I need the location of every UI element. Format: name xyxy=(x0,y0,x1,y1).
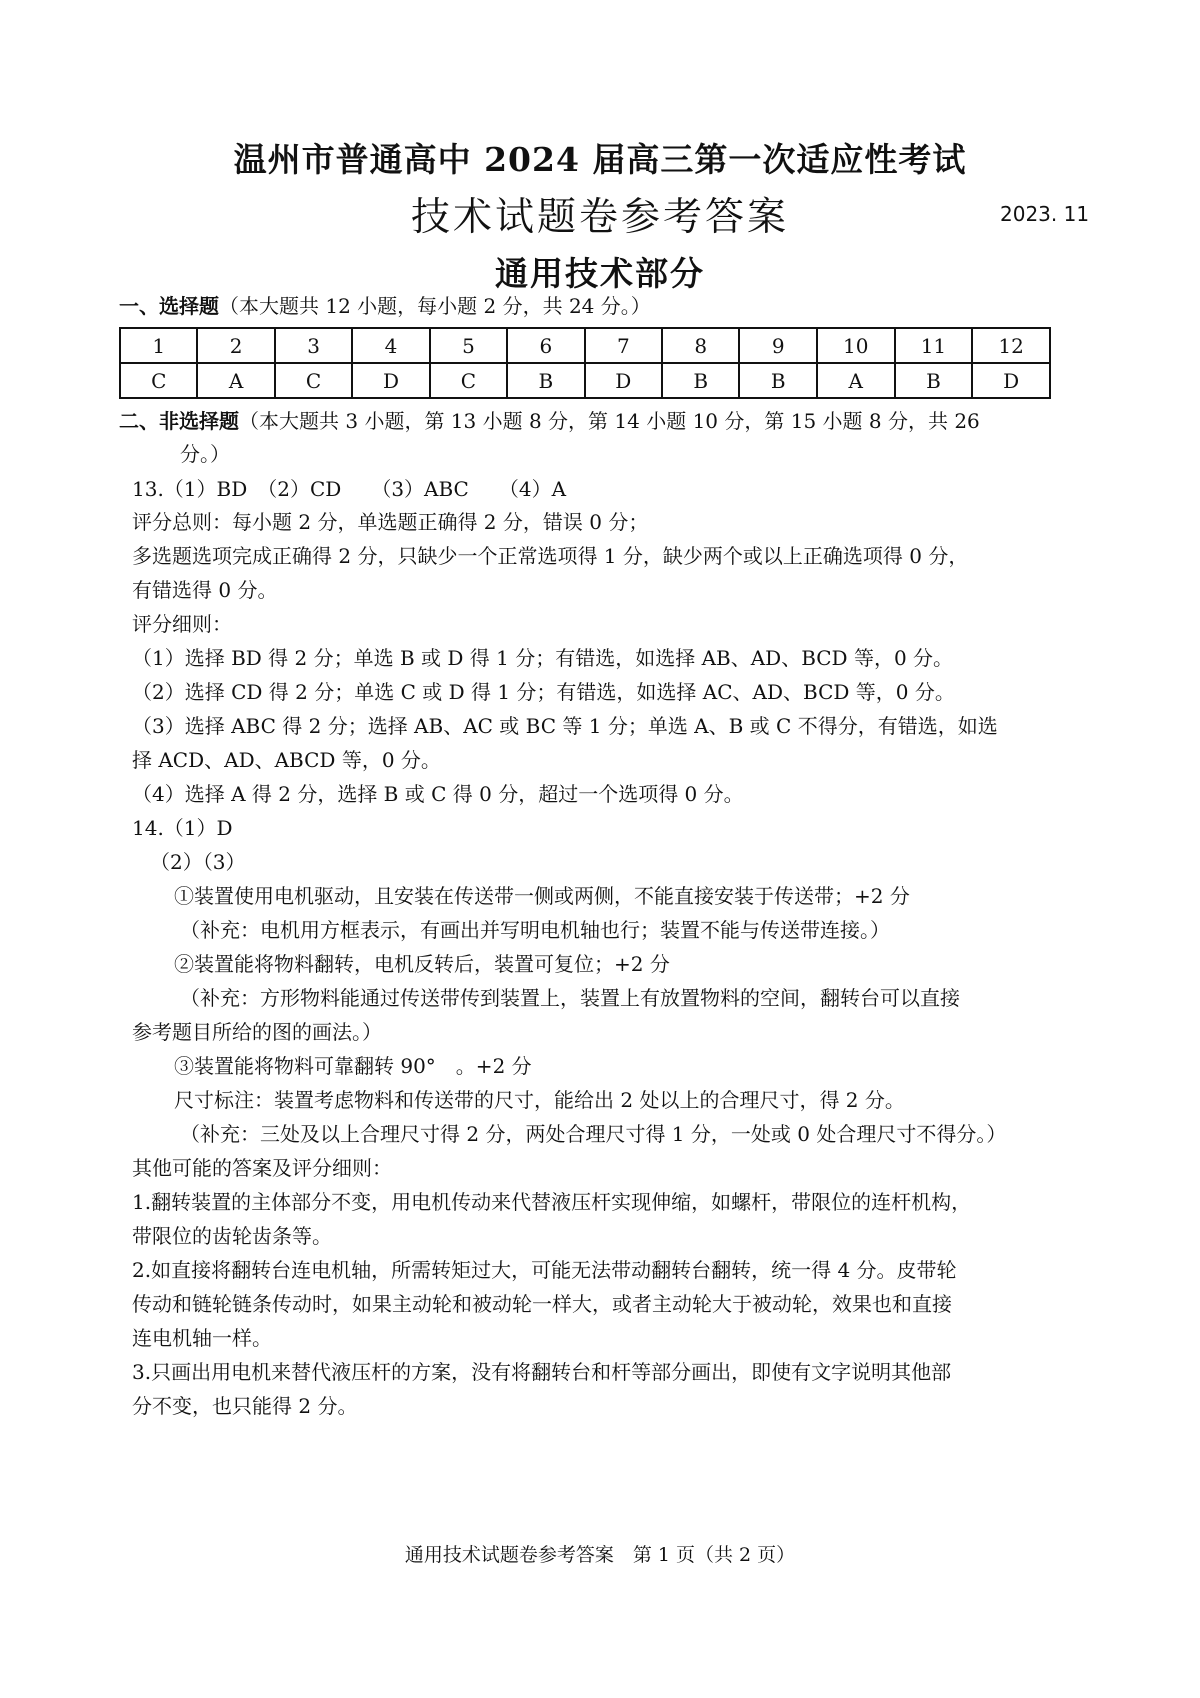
part2-heading-line xyxy=(119,405,980,434)
answer-letter: D xyxy=(585,363,662,398)
exam-date: 2023. 11 xyxy=(1000,202,1090,226)
answer-letter: C xyxy=(430,363,507,398)
part1-heading: 一、选择题 xyxy=(119,294,219,318)
answer-letter: C xyxy=(275,363,352,398)
q14-dimension-rule: 尺寸标注：装置考虑物料和传送带的尺寸，能给出 2 处以上的合理尺寸，得 2 分。 xyxy=(174,1088,905,1112)
q14-subpart: （2）（3） xyxy=(150,850,246,874)
question-number: 3 xyxy=(275,328,352,363)
other-answer: 2.如直接将翻转台连电机轴，所需转矩过大，可能无法带动翻转台翻转，统一得 4 分。皮带轮 xyxy=(132,1258,957,1282)
other-answer: 传动和链轮链条传动时，如果主动轮和被动轮一样大，或者主动轮大于被动轮，效果也和直接 xyxy=(132,1292,952,1316)
other-answer: 连电机轴一样。 xyxy=(132,1326,272,1350)
answer-letter: B xyxy=(739,363,816,398)
other-answer: 分不变，也只能得 2 分。 xyxy=(132,1394,358,1418)
question-number: 5 xyxy=(430,328,507,363)
question-number: 7 xyxy=(585,328,662,363)
answer-letter: A xyxy=(817,363,895,398)
answer-number-row xyxy=(120,328,1050,363)
part2-note: （本大题共 3 小题，第 13 小题 8 分，第 14 小题 10 分，第 15 小题 8 分，共 26 xyxy=(239,409,980,433)
page-footer: 通用技术试题卷参考答案 第 1 页（共 2 页） xyxy=(404,1544,796,1566)
part2-heading: 二、非选择题 xyxy=(119,409,239,433)
answer-letter: B xyxy=(662,363,739,398)
other-answer: 3.只画出用电机来替代液压杆的方案，没有将翻转台和杆等部分画出，即使有文字说明其他部 xyxy=(132,1360,952,1384)
question-number: 4 xyxy=(352,328,429,363)
q14-criterion-note: 参考题目所给的图的画法。） xyxy=(132,1020,382,1044)
answer-letter-row xyxy=(120,363,1050,398)
other-answers-heading: 其他可能的答案及评分细则： xyxy=(132,1156,392,1180)
exam-title: 温州市普通高中 2024 届高三第一次适应性考试 xyxy=(233,140,967,179)
question-number: 8 xyxy=(662,328,739,363)
scoring-rule: 有错选得 0 分。 xyxy=(132,578,278,602)
scoring-detail: 择 ACD、AD、ABCD 等，0 分。 xyxy=(132,748,441,772)
scoring-detail: （2）选择 CD 得 2 分；单选 C 或 D 得 1 分；有错选，如选择 AC、AD、BCD 等，0 分。 xyxy=(132,680,955,704)
question-number: 6 xyxy=(507,328,584,363)
part1-note: （本大题共 12 小题，每小题 2 分，共 24 分。） xyxy=(219,294,651,318)
q14-answer: 14.（1）D xyxy=(132,816,233,840)
part1-heading-line xyxy=(119,290,651,319)
other-answer: 1.翻转装置的主体部分不变，用电机传动来代替液压杆实现伸缩，如螺杆，带限位的连杆机构， xyxy=(132,1190,972,1214)
answer-letter: B xyxy=(895,363,973,398)
question-number: 10 xyxy=(817,328,895,363)
q13-answers: 13.（1）BD （2）CD （3）ABC （4）A xyxy=(132,477,567,501)
q14-criterion-note: （补充：方形物料能通过传送带传到装置上，装置上有放置物料的空间，翻转台可以直接 xyxy=(180,986,960,1010)
answer-letter: B xyxy=(507,363,584,398)
scoring-detail: （1）选择 BD 得 2 分；单选 B 或 D 得 1 分；有错选，如选择 AB、AD、BCD 等，0 分。 xyxy=(132,646,954,670)
answer-table xyxy=(119,327,1051,399)
question-number: 1 xyxy=(120,328,197,363)
scoring-detail: （3）选择 ABC 得 2 分；选择 AB、AC 或 BC 等 1 分；单选 A、B 或 C 不得分，有错选，如选 xyxy=(132,714,998,738)
question-number: 2 xyxy=(197,328,274,363)
answer-letter: D xyxy=(352,363,429,398)
scoring-detail-heading: 评分细则： xyxy=(132,612,232,636)
q14-criterion: ③装置能将物料可靠翻转 90° 。+2 分 xyxy=(174,1054,532,1078)
other-answer: 带限位的齿轮齿条等。 xyxy=(132,1224,332,1248)
section-title: 通用技术部分 xyxy=(495,254,705,293)
q14-dimension-note: （补充：三处及以上合理尺寸得 2 分，两处合理尺寸得 1 分，一处或 0 处合理尺寸不得分。） xyxy=(180,1122,1007,1146)
scoring-rule: 评分总则：每小题 2 分，单选题正确得 2 分，错误 0 分； xyxy=(132,510,649,534)
scoring-rule: 多选题选项完成正确得 2 分，只缺少一个正常选项得 1 分，缺少两个或以上正确选项得 0 分， xyxy=(132,544,969,568)
q14-criterion-note: （补充：电机用方框表示，有画出并写明电机轴也行；装置不能与传送带连接。） xyxy=(180,918,890,942)
answer-letter: C xyxy=(120,363,197,398)
question-number: 11 xyxy=(895,328,973,363)
answer-letter: D xyxy=(972,363,1050,398)
part2-note-cont: 分。） xyxy=(180,442,230,466)
scoring-detail: （4）选择 A 得 2 分，选择 B 或 C 得 0 分，超过一个选项得 0 分。 xyxy=(132,782,744,806)
q14-criterion: ①装置使用电机驱动，且安装在传送带一侧或两侧，不能直接安装于传送带；+2 分 xyxy=(174,884,910,908)
question-number: 9 xyxy=(739,328,816,363)
q14-criterion: ②装置能将物料翻转，电机反转后，装置可复位；+2 分 xyxy=(174,952,670,976)
question-number: 12 xyxy=(972,328,1050,363)
answer-letter: A xyxy=(197,363,274,398)
document-title: 技术试题卷参考答案 xyxy=(410,195,789,240)
